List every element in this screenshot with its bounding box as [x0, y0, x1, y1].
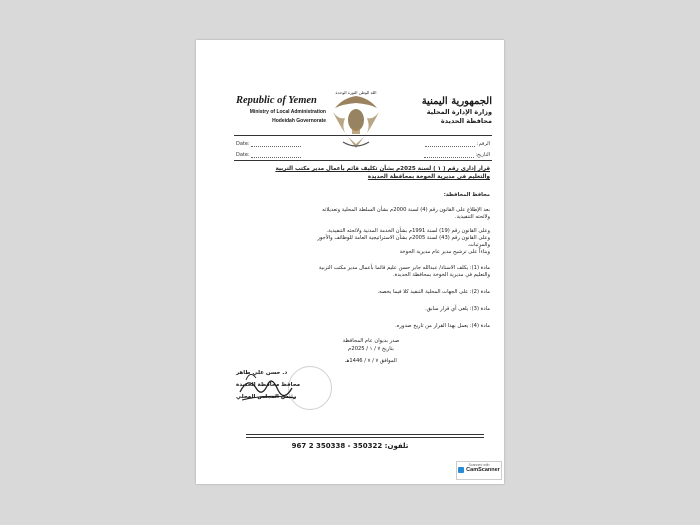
preamble-4: وبناءاً على ترشيح مدير عام مديرية الخوخة	[399, 249, 490, 255]
issued-at: صدر بديوان عام المحافظة	[342, 338, 400, 344]
footer-divider-thin	[246, 437, 484, 438]
camscanner-logo-icon	[458, 467, 464, 473]
meta-divider	[234, 160, 492, 161]
header-divider	[234, 135, 492, 136]
letterhead-english	[236, 95, 326, 124]
ar-date-line: التاريخ:	[424, 152, 490, 158]
letterhead-arabic	[402, 96, 492, 125]
article-1: مادة (1): يكلف الاستاذ/ عبدالله جابر حسن عليم قائما بأعمال مدير مكتب التربية	[318, 265, 490, 271]
camscanner-badge	[456, 461, 502, 480]
ar-governorate: محافظة الحديدة	[440, 117, 492, 125]
decision-title-line1: قرار إداري رقم ( ١ ) لسنة 2025م بشأن تكليف قائم بأعمال مدير مكتب التربية	[275, 166, 490, 172]
camscanner-brand-row	[457, 467, 501, 473]
ar-title: الجمهورية اليمنية	[421, 96, 492, 107]
preamble-2: وعلى القانون رقم (19) لسنة 1991م بشأن الخدمة المدنية ولائحته التنفيذية.	[326, 228, 490, 234]
yemen-emblem-icon	[329, 90, 383, 152]
decision-title-line2: والتعليم في مديرية الخوخة بمحافظة الحديدة	[367, 174, 490, 180]
camscanner-label: Scanned with	[468, 463, 490, 467]
footer-divider	[246, 434, 484, 435]
signature-icon	[234, 358, 304, 418]
article-1b: والتعليم في مديرية الخوخة بمحافظة الحديدة.	[393, 272, 490, 278]
preamble-3b: والمرتبات.	[467, 242, 490, 248]
preamble-3: وعلى القانون رقم (43) لسنة 2005م بشأن الاستراتيجية العامة للوظائف والأجور	[317, 235, 490, 241]
en-governorate: Hodeidah Governorate	[272, 118, 326, 124]
en-ref-line: Date:	[236, 152, 301, 158]
en-date-line: Date:	[236, 141, 301, 147]
issue-date-gregorian: بتاريخ ٧ / ١ / 2025م	[348, 346, 394, 352]
issue-date-hijri: الموافق ٧ / ٧ / 1446هـ	[345, 358, 397, 364]
emblem-motto: الله الوطن الثورة الوحدة	[335, 90, 377, 95]
camscanner-brand: CamScanner	[466, 467, 500, 473]
signatory-role-1: محافظ محافظة الحديدة	[236, 382, 301, 388]
preamble-1: بعد الإطلاع على القانون رقم (4) لسنة 2000م بشأن السلطة المحلية وتعديلاته	[322, 207, 490, 213]
ar-ministry: وزارة الإدارة المحلية	[426, 108, 492, 116]
en-title: Republic of Yemen	[236, 95, 317, 106]
footer-phone: تلفون: 350322 - 350338 2 967	[291, 442, 409, 450]
preamble-1b: ولائحته التنفيذية.	[454, 214, 490, 220]
signatory-role-2: رئيس المجلس المحلي	[236, 394, 297, 400]
document-page	[196, 40, 504, 484]
en-ministry: Ministry of Local Administration	[249, 109, 326, 115]
addressee: محافظ المحافظة:	[443, 192, 490, 198]
article-2: مادة (2): على الجهات المحلية التنفيذ كلا فيما يخصه.	[377, 289, 490, 295]
ar-number-line: الرقم:	[425, 141, 490, 147]
article-4: مادة (4): يعمل بهذا القرار من تاريخ صدوره.	[395, 323, 490, 329]
article-3: مادة (3): يلغى أي قرار سابق.	[425, 306, 490, 312]
signatory-name: د. حسن علي طاهر	[236, 370, 288, 376]
